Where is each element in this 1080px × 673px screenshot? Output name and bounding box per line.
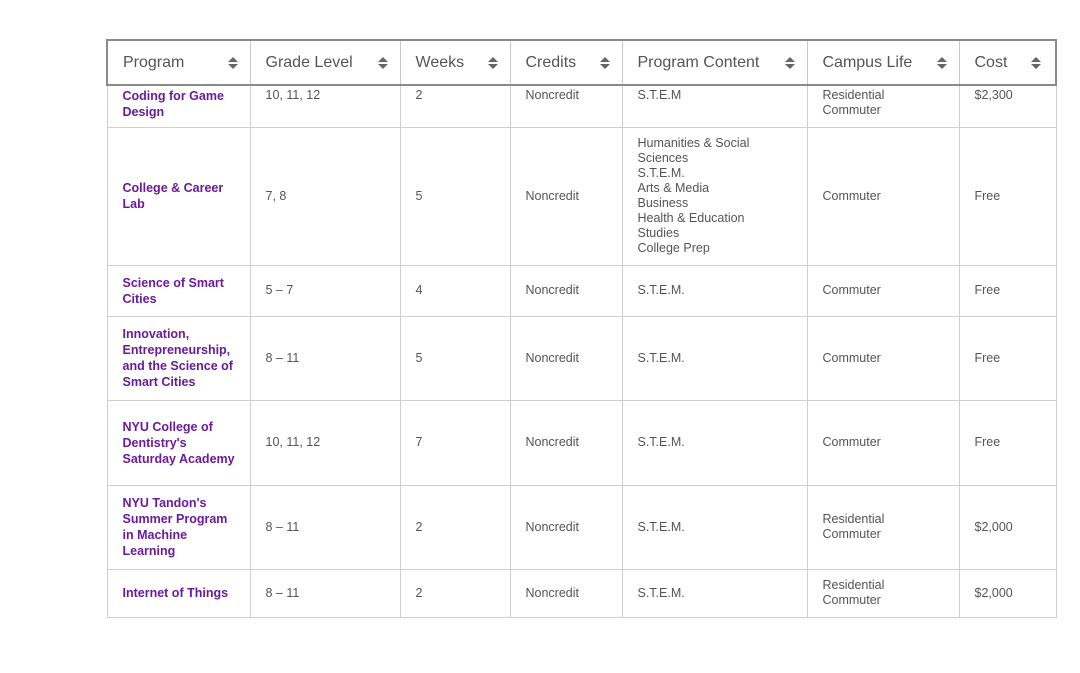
program-content-cell	[622, 400, 807, 485]
column-header-label: Weeks	[415, 53, 465, 71]
program-name-link[interactable]: Science of Smart Cities	[107, 265, 250, 316]
grade-level-cell: 8 – 11	[250, 485, 400, 569]
program-content-cell	[622, 85, 807, 127]
header-row	[107, 40, 1056, 85]
weeks-cell: 7	[400, 400, 510, 485]
content-line: S.T.E.M.	[637, 166, 685, 180]
credits-cell: Noncredit	[510, 265, 622, 316]
grade-level-cell: 10, 11, 12	[250, 400, 400, 485]
sort-icon[interactable]	[937, 56, 947, 70]
grade-level-cell: 5 – 7	[250, 265, 400, 316]
column-header-label: Campus Life	[822, 53, 913, 71]
campus-line: Commuter	[822, 435, 881, 449]
column-header-label: Grade Level	[265, 53, 353, 71]
campus-life-cell	[807, 485, 959, 569]
content-line: Sciences	[637, 151, 689, 165]
column-header-label: Program Content	[637, 53, 760, 71]
column-header-campus-life[interactable]	[807, 40, 959, 85]
campus-line: Residential	[822, 512, 885, 526]
weeks-cell: 2	[400, 485, 510, 569]
program-name-link[interactable]: NYU College of Dentistry's Saturday Academy	[107, 400, 250, 485]
content-line: S.T.E.M	[637, 88, 682, 102]
content-line: S.T.E.M.	[637, 585, 685, 600]
content-line: Humanities & Social	[637, 136, 750, 150]
cost-cell: $2,300	[959, 85, 1056, 127]
content-line: S.T.E.M.	[637, 519, 685, 534]
campus-life-cell	[807, 569, 959, 617]
cost-cell: Free	[959, 316, 1056, 400]
programs-table-container	[106, 39, 1055, 618]
campus-life-cell	[807, 265, 959, 316]
content-line: Studies	[637, 226, 680, 240]
column-header-credits[interactable]	[510, 40, 622, 85]
content-line: S.T.E.M.	[637, 350, 685, 365]
cost-cell: $2,000	[959, 485, 1056, 569]
program-content-cell	[622, 265, 807, 316]
grade-level-cell: 8 – 11	[250, 316, 400, 400]
program-name-link[interactable]: College & Career Lab	[107, 127, 250, 265]
weeks-cell: 5	[400, 127, 510, 265]
column-header-cost[interactable]	[959, 40, 1056, 85]
campus-life-cell	[807, 316, 959, 400]
program-name-link[interactable]: Internet of Things	[107, 569, 250, 617]
content-line: S.T.E.M.	[637, 283, 685, 297]
table-row	[107, 485, 1056, 569]
column-header-program-content[interactable]	[622, 40, 807, 85]
campus-line: Commuter	[822, 593, 881, 607]
column-header-weeks[interactable]	[400, 40, 510, 85]
sort-icon[interactable]	[228, 56, 238, 70]
grade-level-cell: 8 – 11	[250, 569, 400, 617]
program-name-link[interactable]: Innovation, Entrepreneurship, and the Science of Smart Cities	[107, 316, 250, 400]
campus-line: Commuter	[822, 350, 881, 365]
table-row	[107, 569, 1056, 617]
content-line: S.T.E.M.	[637, 435, 685, 449]
campus-line: Residential	[822, 578, 885, 592]
cost-cell: Free	[959, 400, 1056, 485]
cost-cell: Free	[959, 265, 1056, 316]
sort-icon[interactable]	[785, 56, 795, 70]
grade-level-cell: 7, 8	[250, 127, 400, 265]
credits-cell: Noncredit	[510, 485, 622, 569]
program-name-link[interactable]: Coding for Game Design	[107, 85, 250, 127]
content-line: Arts & Media	[637, 181, 710, 195]
program-content-cell	[622, 127, 807, 265]
sort-icon[interactable]	[488, 56, 498, 70]
content-line: Health & Education	[637, 211, 745, 225]
weeks-cell: 2	[400, 85, 510, 127]
grade-level-cell: 10, 11, 12	[250, 85, 400, 127]
credits-cell: Noncredit	[510, 400, 622, 485]
weeks-cell: 2	[400, 569, 510, 617]
campus-line: Commuter	[822, 283, 881, 297]
campus-life-cell	[807, 127, 959, 265]
weeks-cell: 5	[400, 316, 510, 400]
program-content-cell	[622, 485, 807, 569]
credits-cell: Noncredit	[510, 127, 622, 265]
weeks-cell: 4	[400, 265, 510, 316]
programs-table	[106, 39, 1057, 618]
column-header-label: Credits	[525, 53, 577, 71]
program-content-cell	[622, 569, 807, 617]
table-row	[107, 127, 1056, 265]
cost-cell: Free	[959, 127, 1056, 265]
column-header-grade-level[interactable]	[250, 40, 400, 85]
content-line: Business	[637, 196, 689, 210]
campus-line: Commuter	[822, 527, 881, 541]
credits-cell: Noncredit	[510, 85, 622, 127]
campus-line: Commuter	[822, 103, 881, 117]
table-row	[107, 265, 1056, 316]
sort-icon[interactable]	[1031, 56, 1041, 70]
credits-cell: Noncredit	[510, 569, 622, 617]
campus-line: Commuter	[822, 188, 881, 203]
campus-line: Residential	[822, 88, 885, 102]
table-row	[107, 85, 1056, 127]
cost-cell: $2,000	[959, 569, 1056, 617]
program-name-link[interactable]: NYU Tandon's Summer Program in Machine Learning	[107, 485, 250, 569]
credits-cell: Noncredit	[510, 316, 622, 400]
column-header-program[interactable]	[107, 40, 250, 85]
program-content-cell	[622, 316, 807, 400]
sort-icon[interactable]	[600, 56, 610, 70]
table-row	[107, 400, 1056, 485]
column-header-label: Program	[123, 53, 185, 71]
column-header-label: Cost	[974, 53, 1008, 71]
campus-life-cell	[807, 400, 959, 485]
sort-icon[interactable]	[378, 56, 388, 70]
content-line: College Prep	[637, 241, 710, 255]
table-row	[107, 316, 1056, 400]
campus-life-cell	[807, 85, 959, 127]
